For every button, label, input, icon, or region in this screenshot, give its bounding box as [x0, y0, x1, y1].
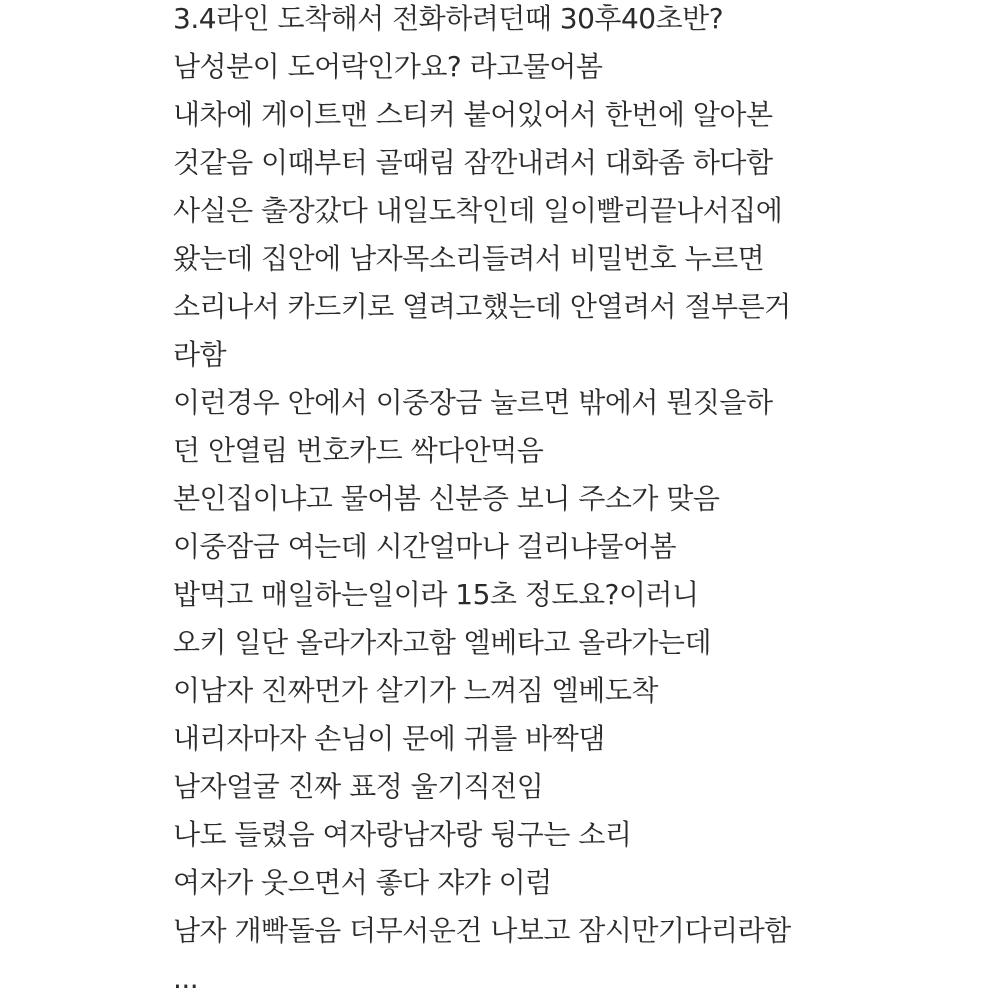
- text-line-7: 소리나서 카드키로 열려고했는데 안열려서 절부른거: [173, 290, 791, 323]
- ellipsis-line: ...: [173, 962, 199, 995]
- text-line-14: 오키 일단 올라가자고함 엘베타고 올라가는데: [173, 626, 712, 659]
- text-line-11: 본인집이냐고 물어봄 신분증 보니 주소가 맞음: [173, 482, 720, 515]
- text-line-19: 여자가 웃으면서 좋다 쟈갸 이럼: [173, 866, 552, 899]
- text-line-17: 남자얼굴 진짜 표정 울기직전임: [173, 770, 544, 803]
- text-line-10: 던 안열림 번호카드 싹다안먹음: [173, 434, 544, 467]
- text-line-18: 나도 들렸음 여자랑남자랑 뒹구는 소리: [173, 818, 632, 851]
- text-line-12: 이중잠금 여는데 시간얼마나 걸리냐물어봄: [173, 530, 677, 563]
- text-line-20: 남자 개빡돌음 더무서운건 나보고 잠시만기다리라함: [173, 914, 791, 947]
- text-line-2: 남성분이 도어락인가요? 라고물어봄: [173, 50, 603, 83]
- text-line-13: 밥먹고 매일하는일이라 15초 정도요?이러니: [173, 578, 699, 611]
- text-line-1: 3.4라인 도착해서 전화하려던때 30후40초반?: [173, 2, 724, 35]
- text-line-9: 이런경우 안에서 이중장금 눌르면 밖에서 뭔짓을하: [173, 386, 773, 419]
- text-line-15: 이남자 진짜먼가 살기가 느껴짐 엘베도착: [173, 674, 658, 707]
- text-line-3: 내차에 게이트맨 스티커 붙어있어서 한번에 알아본: [173, 98, 773, 131]
- text-line-4: 것같음 이때부터 골때림 잠깐내려서 대화좀 하다함: [173, 146, 773, 179]
- post-body: [173, 0, 993, 1003]
- text-line-6: 왔는데 집안에 남자목소리들려서 비밀번호 누르면: [173, 242, 765, 275]
- text-line-16: 내리자마자 손님이 문에 귀를 바짝댐: [173, 722, 605, 755]
- text-line-5: 사실은 출장갔다 내일도착인데 일이빨리끝나서집에: [173, 194, 783, 227]
- text-line-8: 라함: [173, 338, 227, 371]
